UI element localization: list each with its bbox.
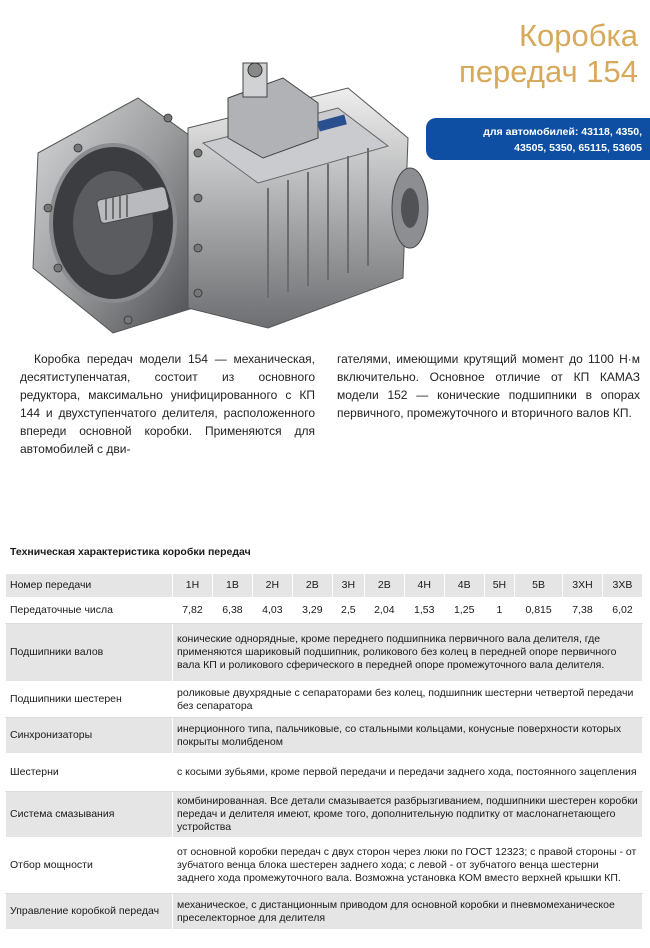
spec-row-label: Отбор мощности [6,838,173,894]
gear-number-cell: 5H [484,574,514,598]
spec-row-label: Синхронизаторы [6,718,173,754]
vehicle-models-line-2: 43505, 5350, 65115, 53605 [514,142,642,154]
gear-number-cell: 4B [444,574,484,598]
spec-row-label: Подшипники валов [6,624,173,682]
spec-row-value: механическое, с дистанционным приводом для основной коробки и пневмомеханическое преселекторное для делителя [173,894,643,930]
gear-number-cell: 1H [173,574,213,598]
gear-number-cell: 3H [332,574,364,598]
gear-ratio-cell: 6,38 [212,598,252,624]
spec-row-lubrication [6,792,643,838]
spec-row-value: конические однорядные, кроме переднего подшипника первичного вала делителя, где применяются шариковый подшипник, роликового без колец в передней опоре первичного вала КП и роликового сферического в передней опоре промежуточного вала делителя. [173,624,643,682]
gear-ratio-cell: 1 [484,598,514,624]
vehicle-models-badge [426,118,650,160]
gear-ratio-cell: 2,5 [332,598,364,624]
gear-ratio-cell: 7,38 [563,598,603,624]
spec-row-label: Управление коробкой передач [6,894,173,930]
gear-number-cell: 2B [364,574,404,598]
spec-row-value: роликовые двухрядные с сепараторами без колец, подшипник шестерни четвертой передачи без сепаратора [173,682,643,718]
gear-number-cell: 3XH [563,574,603,598]
title-line-2: передач 154 [459,54,638,89]
intro-text-column-1: Коробка передач модели 154 — механическая, десятиступенчатая, состоит из основного редуктора, максимально унифицированного с КП 144 и двухступенчатого делителя, расположенного впереди основной коробки. Применяются для автомобилей с дви- [20,352,315,456]
spec-row-synchronizers [6,718,643,754]
gearbox-photo-icon [18,58,448,338]
gear-ratio-row [6,598,643,624]
gear-ratio-cell: 6,02 [602,598,642,624]
spec-row-label: Система смазывания [6,792,173,838]
vehicle-models-line-1: для автомобилей: 43118, 4350, [483,126,642,138]
gear-number-cell: 3XB [602,574,642,598]
gear-number-row [6,574,643,598]
spec-row-power-takeoff [6,838,643,894]
spec-row-control [6,894,643,930]
title-line-1: Коробка [518,18,638,53]
gear-ratio-cell: 1,53 [404,598,444,624]
gear-ratio-cell: 2,04 [364,598,404,624]
spec-row-value: с косыми зубьями, кроме первой передачи и передачи заднего хода, постоянного зацепления [173,754,643,792]
gear-ratio-cell: 3,29 [292,598,332,624]
spec-row-label: Шестерни [6,754,173,792]
gear-number-cell: 2H [252,574,292,598]
spec-row-label: Подшипники шестерен [6,682,173,718]
gear-number-cell: 2B [292,574,332,598]
gear-number-cell: 1B [212,574,252,598]
gear-number-cell: 4H [404,574,444,598]
gear-number-cell: 5B [515,574,563,598]
gear-ratio-label: Передаточные числа [6,598,173,624]
spec-row-value: от основной коробки передач с двух сторон через люки по ГОСТ 12323; с правой стороны - от зубчатого венца блока шестерен заднего хода; с левой - от зубчатого венца шестерни заднего хода промежуточного вала. Возможна установка КОМ вместо верхней крышки КП. [173,838,643,894]
gear-ratio-cell: 7,82 [173,598,213,624]
intro-text-column-2: гателями, имеющими крутящий момент до 1100 Н·м включительно. Основное отличие от КП КАМАЗ модели 152 — конические подшипники в опорах первичного, промежуточного и вторичного валов КП. [337,352,640,420]
gear-ratio-cell: 1,25 [444,598,484,624]
spec-row-value: комбинированная. Все детали смазывается разбрызгиванием, подшипники шестерен коробки передач и делителя имеют, кроме того, дополнительную подпитку от маслонагнетающего устройства [173,792,643,838]
spec-heading: Техническая характеристика коробки передач [10,546,251,558]
spec-row-value: инерционного типа, пальчиковые, со стальными кольцами, конусные поверхности которых покрыты молибденом [173,718,643,754]
gear-ratio-cell: 4,03 [252,598,292,624]
gear-ratio-cell: 0,815 [515,598,563,624]
spec-row-shaft-bearings [6,624,643,682]
spec-row-gear-bearings [6,682,643,718]
spec-table [5,573,643,930]
gear-number-label: Номер передачи [6,574,173,598]
spec-row-gears [6,754,643,792]
